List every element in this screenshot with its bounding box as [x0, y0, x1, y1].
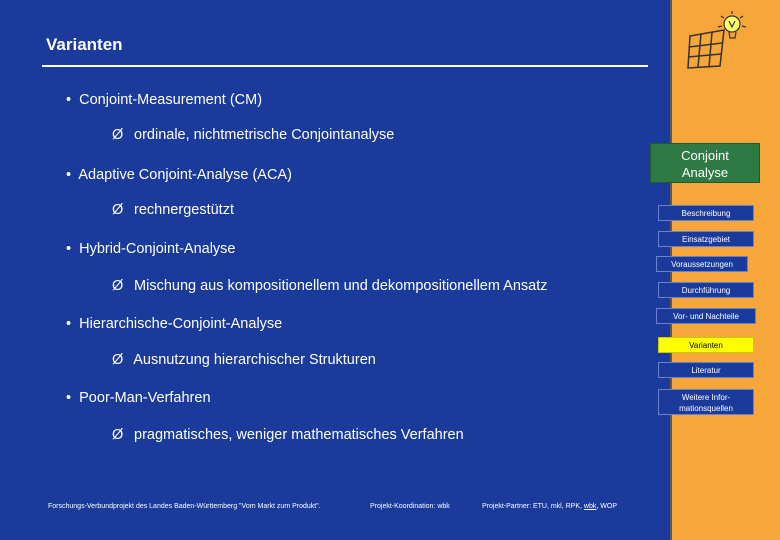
footer-project: Forschungs-Verbundprojekt des Landes Baden-Württemberg "Vom Markt zum Produkt".	[48, 503, 321, 510]
arrow-bullet-icon: Ø	[112, 352, 124, 368]
bullet-item	[66, 167, 292, 183]
arrow-bullet-icon: Ø	[112, 278, 124, 294]
bullet-item	[66, 92, 262, 108]
section-title-line: Conjoint	[681, 148, 729, 163]
sub-bullet-item	[112, 202, 234, 218]
arrow-bullet-icon: Ø	[112, 202, 124, 218]
title-divider	[42, 65, 648, 67]
nav-item-weitere-informationsquellen[interactable]: Weitere Infor-mationsquellen	[658, 389, 754, 415]
nav-item-einsatzgebiet[interactable]: Einsatzgebiet	[658, 231, 754, 247]
bullet-label: Adaptive Conjoint-Analyse (ACA)	[78, 167, 292, 183]
nav-item-varianten[interactable]: Varianten	[658, 337, 754, 353]
grid-with-lightbulb-logo-icon	[686, 10, 750, 70]
footer-wbk-link[interactable]: wbk	[583, 503, 597, 510]
nav-item-durchfuehrung[interactable]: Durchführung	[658, 282, 754, 298]
slide-title: Varianten	[46, 35, 123, 54]
sub-bullet-label: ordinale, nichtmetrische Conjointanalyse	[134, 127, 395, 143]
nav-item-literatur[interactable]: Literatur	[658, 362, 754, 378]
bullet-glyph: •	[66, 316, 72, 332]
sub-bullet-item	[112, 278, 548, 294]
section-title-conjoint-analyse[interactable]	[650, 143, 760, 183]
footer-coordination: Projekt-Koordination: wbk	[370, 503, 450, 510]
sub-bullet-item	[112, 427, 464, 443]
nav-item-beschreibung[interactable]: Beschreibung	[658, 205, 754, 221]
bullet-glyph: •	[66, 241, 72, 257]
footer-partners-suffix: , WOP	[596, 503, 617, 510]
sub-bullet-item	[112, 127, 394, 143]
bullet-glyph: •	[66, 390, 72, 406]
bullet-label: Poor-Man-Verfahren	[79, 390, 211, 406]
bullet-glyph: •	[66, 92, 72, 108]
sub-bullet-label: pragmatisches, weniger mathematisches Verfahren	[134, 427, 464, 443]
arrow-bullet-icon: Ø	[112, 127, 124, 143]
bullet-item	[66, 390, 211, 406]
bullet-item	[66, 241, 235, 257]
sub-bullet-label: rechnergestützt	[134, 202, 234, 218]
arrow-bullet-icon: Ø	[112, 427, 124, 443]
sub-bullet-label: Mischung aus kompositionellem und dekompositionellem Ansatz	[134, 278, 548, 294]
nav-item-vor-und-nachteile[interactable]: Vor- und Nachteile	[656, 308, 756, 324]
footer-partners-prefix: Projekt-Partner: ETU, mkl, RPK,	[482, 503, 582, 510]
bullet-label: Conjoint-Measurement (CM)	[79, 92, 263, 108]
bullet-label: Hierarchische-Conjoint-Analyse	[79, 316, 283, 332]
bullet-item	[66, 316, 282, 332]
sub-bullet-item	[112, 352, 376, 368]
nav-item-voraussetzungen[interactable]: Voraussetzungen	[656, 256, 748, 272]
bullet-glyph: •	[66, 167, 72, 183]
footer-partners	[482, 503, 617, 510]
sub-bullet-label: Ausnutzung hierarchischer Strukturen	[133, 352, 376, 368]
bullet-label: Hybrid-Conjoint-Analyse	[79, 241, 236, 257]
section-title-line: Analyse	[681, 165, 729, 180]
